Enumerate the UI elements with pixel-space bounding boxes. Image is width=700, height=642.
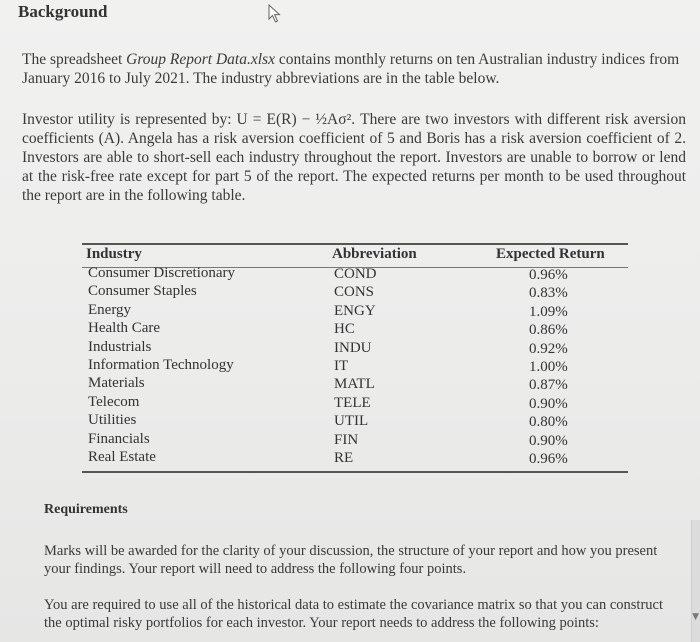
expected-return-cell: 0.90% <box>529 395 568 412</box>
expected-return-cell: 1.09% <box>529 303 568 320</box>
intro-paragraph <box>22 50 690 88</box>
abbreviation-cell: RE <box>334 449 354 466</box>
industry-cell: Financials <box>88 430 150 447</box>
expected-return-cell: 0.92% <box>529 340 568 357</box>
industry-cell: Industrials <box>88 338 152 355</box>
table-row <box>82 375 628 393</box>
abbreviation-cell: ENGY <box>334 302 376 319</box>
industry-cell: Materials <box>88 375 145 392</box>
expected-return-cell: 0.83% <box>529 285 568 302</box>
header-industry: Industry <box>86 246 142 262</box>
abbreviation-cell: FIN <box>334 431 359 448</box>
table-row <box>82 283 628 301</box>
expected-return-cell: 1.00% <box>529 358 568 375</box>
table-bottom-rule <box>82 471 628 473</box>
pointer-cursor-icon <box>268 4 284 24</box>
scroll-down-arrow-icon[interactable]: ▼ <box>692 612 699 622</box>
expected-return-cell: 0.86% <box>529 322 568 339</box>
table-row <box>82 357 628 375</box>
industry-cell: Consumer Staples <box>88 283 197 300</box>
table-row <box>82 431 628 449</box>
table-row <box>82 265 628 283</box>
table-row <box>82 412 628 430</box>
file-name: Group Report Data.xlsx <box>126 51 275 68</box>
industry-cell: Information Technology <box>88 356 234 373</box>
industry-cell: Consumer Discretionary <box>88 265 236 281</box>
abbreviation-cell: TELE <box>334 394 371 411</box>
requirements-paragraph-1: Marks will be awarded for the clarity of your discussion, the structure of your report and how you present your findings. Your report will need to address the following four points. <box>44 543 658 577</box>
abbreviation-cell: HC <box>334 321 355 338</box>
abbreviation-cell: MATL <box>334 376 375 393</box>
expected-return-cell: 0.96% <box>529 267 568 283</box>
table-row <box>82 339 628 357</box>
header-expected-return: Expected Return <box>496 246 605 262</box>
abbreviation-cell: IT <box>334 357 349 374</box>
scrollbar[interactable] <box>691 520 700 642</box>
table-row <box>82 320 628 338</box>
expected-return-cell: 0.90% <box>529 432 568 449</box>
requirements-paragraph-2: You are required to use all of the historical data to estimate the covariance matrix so that you can construct the optimal risky portfolios for each investor. Your report needs to address the following points: <box>44 597 664 631</box>
industry-cell: Real Estate <box>88 448 156 465</box>
abbreviation-cell: UTIL <box>334 413 369 430</box>
abbreviation-cell: INDU <box>334 339 372 356</box>
industry-cell: Telecom <box>88 393 140 410</box>
table-body <box>82 265 628 467</box>
section-heading: Background <box>18 2 108 21</box>
utility-paragraph: Investor utility is represented by: U = E(R) − ½Aσ². There are two investors with different risk aversion coefficients (A). Angela has a risk aversion coefficient of 5 and Boris has a risk aversion coefficient of 2. Investors are able to short-sell each industry throughout the report. Investors are unable to borrow or lend at the risk-free rate except for part 5 of the report. The expected returns per month to be used throughout the report are in the following table. <box>22 111 686 204</box>
industry-cell: Utilities <box>88 412 137 429</box>
expected-return-cell: 0.80% <box>529 414 568 431</box>
industry-cell: Health Care <box>88 320 161 337</box>
intro-text-start: The spreadsheet <box>22 51 127 68</box>
header-abbreviation: Abbreviation <box>332 246 417 262</box>
table-row <box>82 394 628 412</box>
abbreviation-cell: COND <box>334 266 377 282</box>
table-row <box>82 302 628 320</box>
table-row <box>82 449 628 467</box>
intro-text-end: contains monthly returns on ten Australian industry indices from January 2016 to July 2021. The industry abbreviations are in the table below. <box>22 51 680 87</box>
abbreviation-cell: CONS <box>334 284 375 301</box>
table-top-rule <box>82 243 628 245</box>
requirements-heading: Requirements <box>44 502 128 517</box>
industry-cell: Energy <box>88 301 132 318</box>
expected-return-cell: 0.87% <box>529 377 568 394</box>
expected-return-cell: 0.96% <box>529 450 568 467</box>
